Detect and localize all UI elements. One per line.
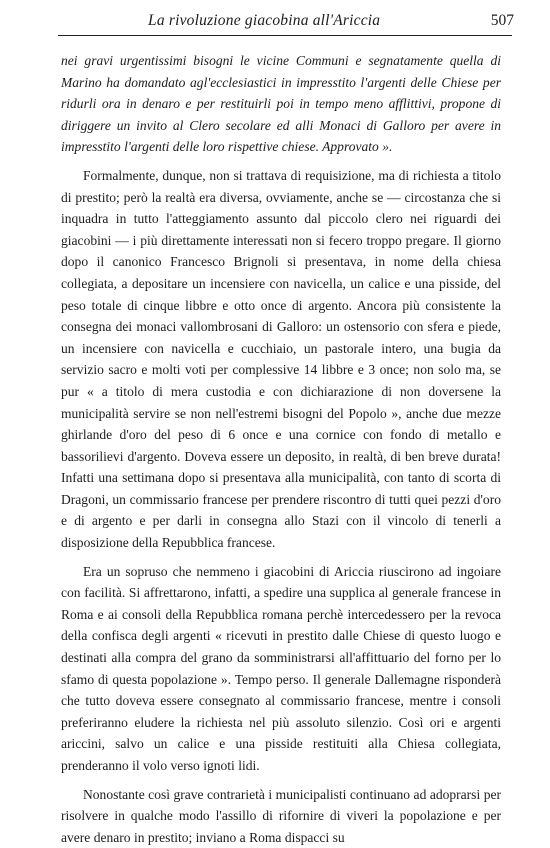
paragraph-3: Nonostante così grave contrarietà i municipalisti continuano ad adoprarsi per risolvere in qualche modo l'assillo di rifornire di viveri la popolazione e per avere denaro in prestito; inviano a Roma dispacci su — [61, 786, 501, 845]
body-text — [61, 50, 501, 848]
quoted-paragraph: nei gravi urgentissimi bisogni le vicine Communi e segnatamente quella di Marino ha domandato agl'ecclesiastici in impresstito l'argenti delle Chiese per ridurli ora in denaro e per restituirli poi in tempo meno afflittivi, propone di diriggere un invito al Clero secolare ed alli Monaci di Galloro per avere in impresstito l'argenti delle loro rispettive chiese. Approvato ». — [61, 53, 501, 155]
paragraph-2: Era un sopruso che nemmeno i giacobini di Ariccia riuscirono ad ingoiare con facilità. Si affrettarono, infatti, a spedire una supplica al generale francese in Roma e ai consoli della Repubblica romana perchè intercedessero per la revoca della confisca degli argenti « ricevuti in prestito dalle Chiese di questo luogo e destinati alla compra del grano da somministrarsi all'affittuario del forno per lo sfamo di questa popolazione ». Tempo perso. Il generale Dallemagne risponderà che tutto doveva essere consegnato al commissario francese, mentre i consoli preferiranno eludere la richiesta nel più assoluto silenzio. Così ori e argenti ariccini, salvo un calice e una pisside restituiti alla Chiesa collegiata, prenderanno il volo verso ignoti lidi. — [61, 563, 501, 773]
running-title: La rivoluzione giacobina all'Ariccia — [148, 12, 381, 29]
header-rule — [58, 35, 512, 36]
paragraph-1: Formalmente, dunque, non si trattava di requisizione, ma di richiesta a titolo di prestito; però la realtà era diversa, ovviamente, anche se — circostanza che si inquadra in tutto l'atteggiamento assunto dal piccolo clero nei riguardi dei giacobini — i più direttamente interessati non si fecero troppo pregare. Il giorno dopo il canonico Francesco Brignoli si presentava, in nome della chiesa collegiata, a depositare un incensiere con navicella, un calice e una pisside, del peso totale di cinque libbre e otto once di argento. Ancora più consistente la consegna dei monaci vallombrosani di Galloro: un ostensorio con sfera e piede, un incensiere con navicella e cucchiaio, un pastorale intero, una bugia da servizio sacro e molti voti per complessive 14 libbre e 3 once; non solo ma, se pur « a titolo di mera custodia e con dichiarazione di non doversene la municipalità servire se non nell'estremi bisogni del Popolo », anche due mezze ghirlande d'oro del peso di 6 once e una cornice con fondo di metallo e bassorilievi d'argento. Doveva essere un deposito, in realtà, di ben breve durata! Infatti una settimana dopo si presentava alla municipalità, con tanto di scorta di Dragoni, un commissario francese per prendere riscontro di tutti quei pezzi d'oro e di argento e per darli in consegna allo Stazi con il vincolo di tenerli a disposizione della Repubblica francese. — [61, 167, 501, 551]
page-number: 507 — [490, 12, 514, 29]
page-header — [0, 10, 550, 36]
